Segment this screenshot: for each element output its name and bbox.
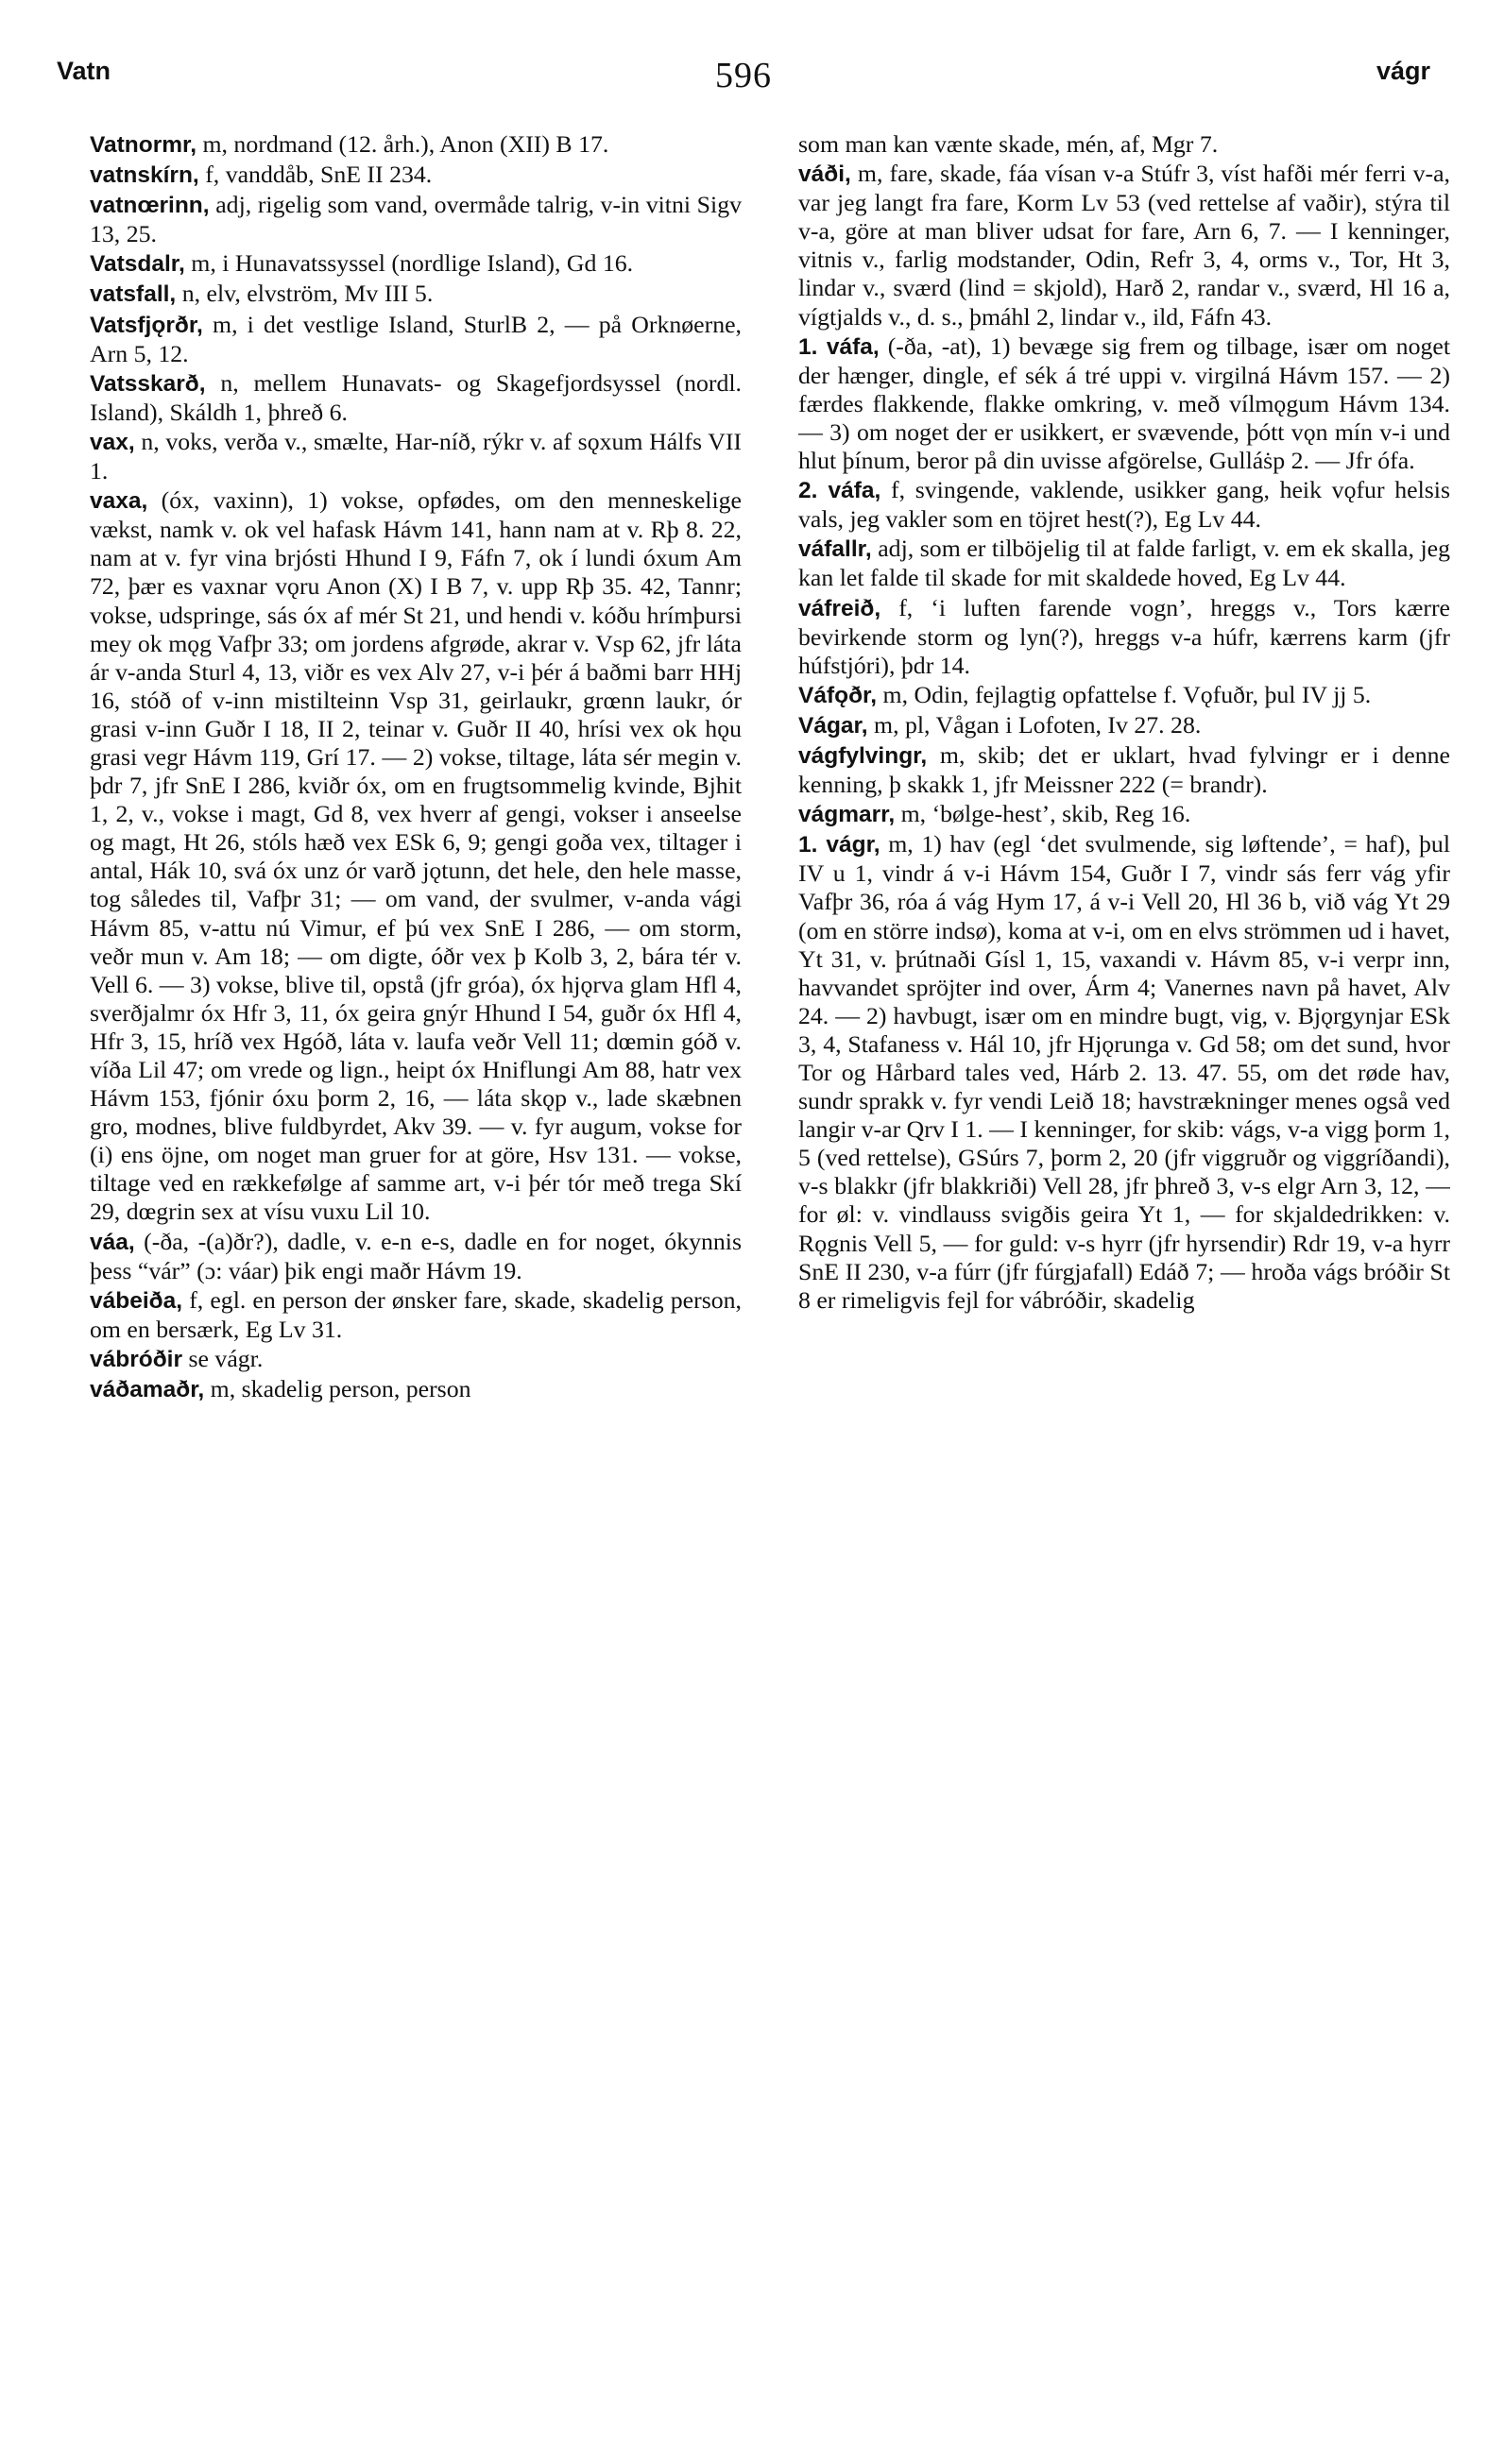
entry-body: n, elv, elvström, Mv III 5. [181, 280, 434, 308]
page-number: 596 [715, 56, 772, 95]
entry-body: n, mellem Hunavats- og Skagefjordsyssel (nordl. Island), Skáldh 1, þhreð 6. [90, 368, 742, 426]
entry-headword: vatnskírn, [90, 162, 199, 189]
entry-headword: Vatsfjǫrðr, [90, 312, 203, 338]
entry-headword: vax, [90, 429, 135, 455]
dictionary-entry [798, 535, 1450, 592]
left-column [90, 130, 742, 2435]
dictionary-entry [90, 428, 742, 485]
entry-headword: Váfǫðr, [798, 682, 878, 708]
entry-headword: vábróðir [90, 1346, 183, 1372]
dictionary-entry [90, 280, 742, 309]
entry-headword: 1. váfa, [798, 333, 880, 360]
entry-body: (-ða, -at), 1) bevæge sig frem og tilbage, især om noget der hænger, dingle, ef sék á tré uppi v. virgilná Hávm 157. — 2) færdes flakkende, flakke omkring, v. með vílmǫgum Hávm 134. — 3) om noget der er usikkert, er svævende, þótt vǫn mín v-i und hlut þínum, beror på din uvisse afgörelse, Gulláṡp 2. — Jfr ófa. [798, 331, 1450, 475]
dictionary-entry [798, 830, 1450, 1315]
dictionary-entry [798, 476, 1450, 534]
entry-body: m, pl, Vågan i Lofoten, Iv 27. 28. [874, 710, 1202, 739]
entry-body: f, svingende, vaklende, usikker gang, heik vǫfur helsis vals, jeg vakler som en töjret hest(?), Eg Lv 44. [798, 476, 1450, 534]
entry-body: se vágr. [188, 1344, 264, 1372]
entry-headword: Vatnormr, [90, 132, 197, 158]
dictionary-entry [90, 486, 742, 1226]
entry-body: f, vanddåb, SnE II 234. [205, 161, 433, 189]
entry-headword: váði, [798, 161, 851, 188]
entry-body: m, i Hunavatssyssel (nordlige Island), Gd 16. [191, 249, 634, 278]
entry-headword: váa, [90, 1229, 135, 1255]
entry-headword: vatsfall, [90, 281, 177, 308]
dictionary-entry [90, 369, 742, 427]
entry-body: som man kan vænte skade, mén, af, Mgr 7. [798, 130, 1219, 158]
dictionary-entry [798, 594, 1450, 680]
entry-headword: 1. vágr, [798, 832, 880, 858]
dictionary-entry [90, 311, 742, 368]
left-running-headword: Vatn [57, 57, 111, 85]
entry-body: m, ‘bølge-hest’, skib, Reg 16. [900, 800, 1191, 828]
entry-body: f, egl. en person der ønsker fare, skade, skadelig person, om en bersærk, Eg Lv 31. [90, 1285, 742, 1343]
dictionary-entry [90, 1375, 742, 1404]
entry-body: m, skib; det er uklart, hvad fylvingr er i denne kenning, þ skakk 1, jfr Meissner 222 (= brandr). [798, 740, 1450, 799]
entry-body: n, voks, verða v., smælte, Har-níð, rýkr v. af sǫxum Hálfs VII 1. [90, 427, 742, 485]
dictionary-entry [798, 711, 1450, 740]
right-running-headword: vágr [1376, 57, 1430, 85]
dictionary-entry [798, 160, 1450, 331]
dictionary-entry [90, 249, 742, 279]
dictionary-entry [90, 191, 742, 248]
entry-headword: Vágar, [798, 712, 868, 739]
entry-body: m, skadelig person, person [210, 1375, 471, 1403]
dictionary-entry [90, 1228, 742, 1285]
entry-body: adj, rigelig som vand, overmåde talrig, v-in vitni Sigv 13, 25. [90, 191, 742, 248]
entry-headword: 2. váfa, [798, 478, 881, 504]
entry-body: m, i det vestlige Island, SturlB 2, — på Orknøerne, Arn 5, 12. [90, 310, 742, 367]
right-column [798, 130, 1450, 2435]
dictionary-entry [90, 1286, 742, 1344]
entry-headword: Vatsskarð, [90, 370, 206, 397]
entry-body: m, nordmand (12. årh.), Anon (XII) B 17. [202, 130, 609, 158]
dictionary-entry [798, 332, 1450, 475]
entry-headword: váfreið, [798, 595, 881, 621]
entry-headword: vaxa, [90, 488, 148, 515]
dictionary-entry [798, 130, 1450, 159]
entry-body: (-ða, -(a)ðr?), dadle, v. e-n e-s, dadle en for noget, ókynnis þess “vár” (ɔ: váar) þik engi maðr Hávm 19. [90, 1227, 742, 1284]
entry-headword: váðamaðr, [90, 1377, 205, 1403]
entry-headword: vágfylvingr, [798, 742, 928, 769]
dictionary-entry [798, 741, 1450, 799]
dictionary-entry [90, 1345, 742, 1374]
running-header [57, 57, 1430, 98]
entry-body: (óx, vaxinn), 1) vokse, opfødes, om den menneskelige vækst, namk v. ok vel hafask Hávm 141, hann nam at v. Rþ 8. 22, nam at v. fyr vina brjósti Hhund I 9, Fáfn 7, ok í lundi óxum Am 72, þær es vaxnar vǫru Anon (X) I B 7, v. upp Rþ 35. 42, Tannr; vokse, udspringe, sás óx af mér St 21, und hendi v. kóðu hrímþursi mey ok mǫg Vafþr 33; om jordens afgrøde, akrar v. Vsp 62, jfr láta ár v-anda Sturl 4, 13, viðr es vex Alv 27, v-i þér á baðmi barr HHj 16, stóð of v-inn mistilteinn Vsp 31, geirlaukr, grœnn laukr, ór grasi v-inn Guðr I 18, II 2, teinar v. Guðr II 40, hrísi vex ok hǫu grasi vegr Hávm 119, Grí 17. — 2) vokse, tiltage, láta sér megin v. þdr 7, jfr SnE I 286, kviðr óx, om en frugtsommelig kvinde, Bjhit 1, 2, v., vokse i magt, Gd 8, vex hverr af gengi, vokser i anseelse og magt, Ht 26, stóls hæð vex ESk 6, 9; gengi goða vex, tiltager i antal, Hák 10, svá óx unz ór varð jǫtunn, det hele, den hele masse, tog således til, Vafþr 31; — om vand, der svulmer, v-anda vági Hávm 85, v-attu nú Vimur, ef þú vex SnE I 286, — om storm, veðr mun v. Am 18; — om digte, óðr vex þ Kolb 3, 2, bára tér v. Vell 6. — 3) vokse, blive til, opstå (jfr gróa), óx hjǫrva glam Hfl 4, sverðjalmr óx Hfr 3, 11, óx geira gnýr Hhund I 54, guðr óx Hfl 4, Hfr 3, 15, hríð vex Hgóð, láta v. laufa veðr Vell 11; dœmin góð v. víða Lil 47; om vrede og lign., heipt óx Hniflungi Am 88, hatr vex Hávm 153, fjónir óxu þorm 2, 16, — láta skǫp v., lade skæbnen gro, modnes, blive fuldbyrdet, Akv 39. — v. fyr augum, vokse for (i) ens öjne, om noget man gruer for at göre, Hsv 131. — vokse, tiltage ved en rækkefølge af samme art, v-i þér tór með trega Skí 29, dœgrin sex at vísu vuxu Lil 10. [90, 486, 742, 1226]
entry-headword: vábeiða, [90, 1287, 183, 1314]
entry-body: adj, som er tilböjelig til at falde farligt, v. em ek skalla, jeg kan let falde til skade for mit skaldede hoved, Eg Lv 44. [798, 535, 1450, 592]
text-columns [90, 130, 1450, 2435]
entry-headword: váfallr, [798, 536, 872, 563]
entry-headword: Vatsdalr, [90, 251, 185, 278]
entry-body: m, Odin, fejlagtig opfattelse f. Vǫfuðr, þul IV jj 5. [882, 680, 1372, 708]
entry-body: m, 1) hav (egl ‘det svulmende, sig løftende’, = haf), þul IV u 1, vindr á v-i Hávm 154, Guðr I 7, vindr sás ferr vág yfir Vafþr 36, róa á vág Hym 17, á v-i Vell 20, Hl 36 b, við vág Yt 29 (om en större indsø), koma at v-i, om en elvs strömmen ud i havet, Yt 31, v. þrútnaði Gísl 1, 15, vaxandi v. Hávm 85, v-i verpr inn, havvandet sprӧjter ind over, Árm 4; Vanernes navn på havet, Alv 24. — 2) havbugt, især om en mindre bugt, vig, v. Bjǫrgynjar ESk 3, 4, Stafaness v. Hál 10, jfr Hjǫrunga v. Gd 58; om det sund, hvor Tor og Hårbard tales ved, Hárb 2. 13. 47. 55, om det røde hav, sundr sprakk v. fyr vendi Leið 18; havstrækninger menes også ved langir v-ar Qrv I 1. — I kenninger, for skib: vágs, v-a vigg þorm 1, 5 (ved rettelse), GSúrs 7, þorm 2, 20 (jfr viggruðr og viggríðandi), v-s blakkr (jfr blakkriði) Vell 28, jfr þhreð 3, v-s elgr Arn 3, 12, — for øl: v. vindlauss svigðis geira Yt 1, — for skjaldedrikken: v. Rǫgnis Vell 5, — for guld: v-s hyrr (jfr hyrsendir) Rdr 19, v-a hyrr SnE II 230, v-a fúrr (jfr fúrgjafall) Edáð 7; — hroða vágs bróðir St 8 er rimeligvis fejl for vábróðir, skadelig [798, 830, 1450, 1314]
dictionary-entry [798, 681, 1450, 710]
dictionary-entry [90, 161, 742, 190]
dictionary-entry [90, 130, 742, 160]
dictionary-entry [798, 800, 1450, 829]
entry-body: m, fare, skade, fáa vísan v-a Stúfr 3, víst hafði mér ferri v-a, var jeg langt fra fare, Korm Lv 53 (ved rettelse af vaðir), stýra til v-a, göre at man bliver udsat for fare, Arn 6, 7. — I kenninger, vitnis v., farlig modstander, Odin, Refr 3, 4, orms v., Tor, Ht 3, lindar v., sværd (lind = skjold), Harð 2, randar v., sværd, Hl 16 a, vígtjalds v., d. s., þmáhl 2, lindar v., ild, Fáfn 43. [798, 160, 1450, 331]
entry-body: f, ‘i luften farende vogn’, hreggs v., Tors kærre bevirkende storm og lyn(?), hreggs v-a húfr, kærrens karm (jfr húfstjóri), þdr 14. [798, 593, 1450, 679]
entry-headword: vatnœrinn, [90, 193, 210, 219]
entry-headword: vágmarr, [798, 802, 896, 828]
